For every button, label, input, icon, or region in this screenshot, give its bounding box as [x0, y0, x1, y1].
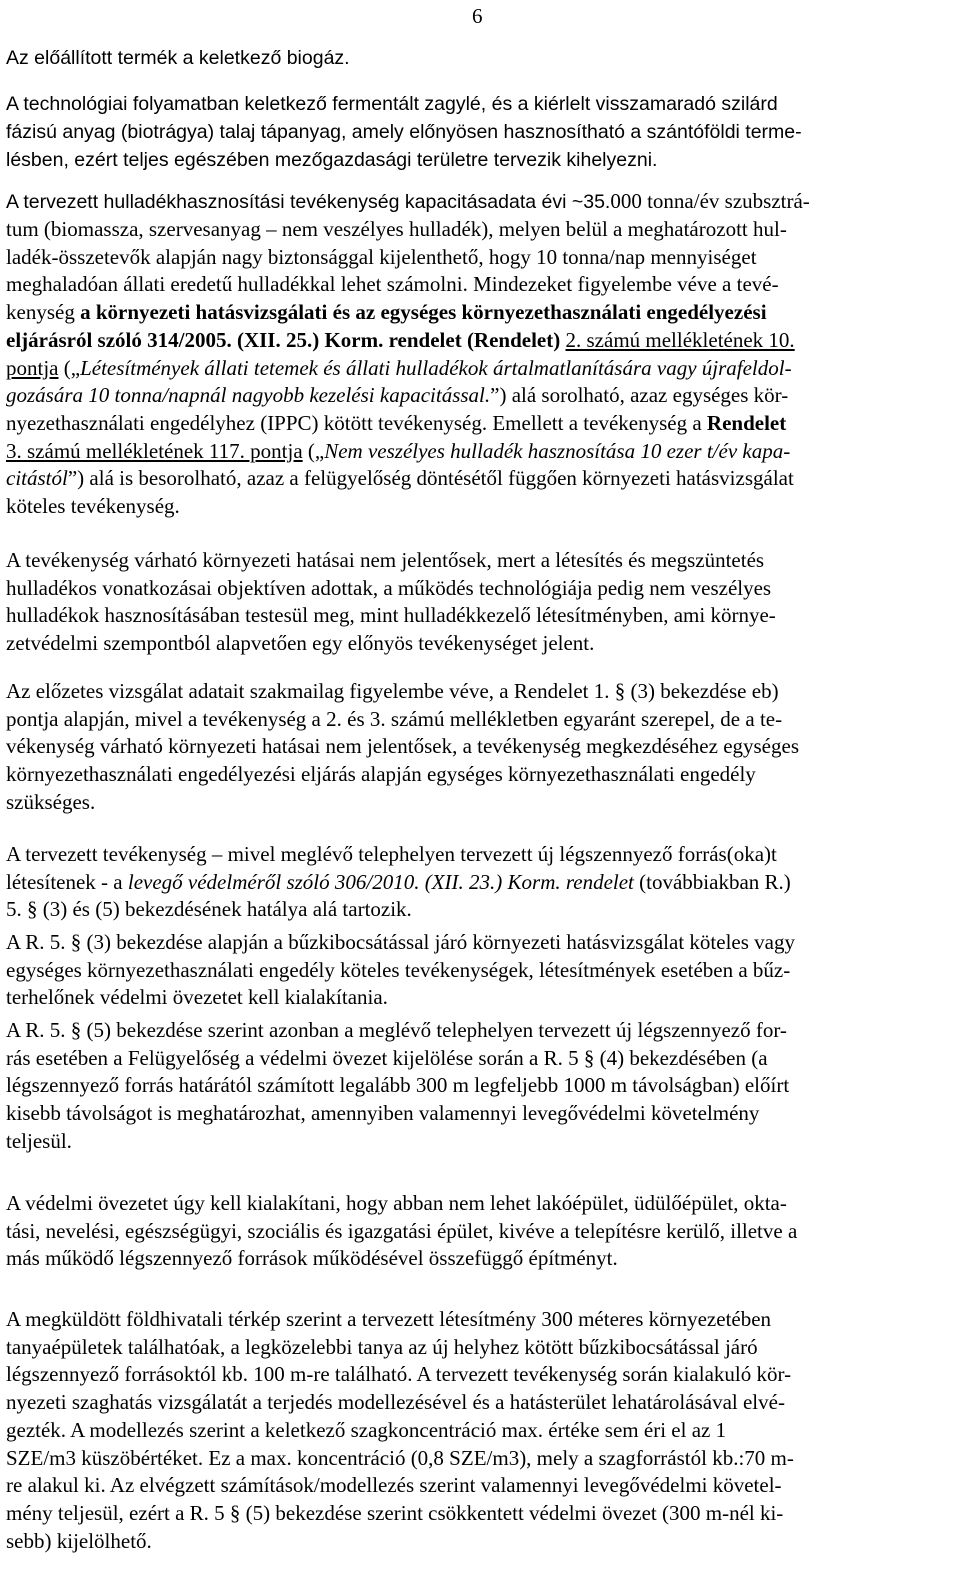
regulation-title-bold: a környezeti hatásvizsgálati és az egységes környezethasználati engedélyezési: [80, 300, 767, 325]
p9-line: A megküldött földhivatali térkép szerint a tervezett létesítmény 300 méteres környezetében: [6, 1307, 772, 1331]
p9-line: re alakul ki. Az elvégzett számítások/modellezés szerint valamennyi levegővédelmi követel-: [6, 1473, 782, 1498]
p3-line: hulladékok hasznosításában testesül meg, mint hulladékkezelő létesítményben, ami környe-: [6, 603, 776, 628]
p1-line: lésben, ezért teljes egészében mezőgazdasági területre tervezik kihelyezni.: [6, 149, 658, 171]
p4-line: környezethasználati engedélyezési eljárás alapján egységes környezethasználati engedély: [6, 762, 756, 787]
annex-quote-italic: Létesítmények állati tetemek és állati hulladékok ártalmatlanítására vagy újrafeldol-: [80, 355, 792, 380]
p7-line: kisebb távolságot is meghatározhat, amennyiben valamennyi levegővédelmi követelmény: [6, 1101, 760, 1126]
p4-line: Az előzetes vizsgálat adatait szakmailag figyelembe véve, a Rendelet 1. § (3) bekezdése eb): [6, 679, 779, 703]
p7-line: teljesül.: [6, 1128, 72, 1153]
p2-line-11: citástól”) alá is besorolható, azaz a felügyelőség döntésétől függően környezeti hatásvizsgálat: [6, 466, 794, 491]
p2-line: tum (biomassza, szervesanyag – nem veszélyes hulladék), melyen belül a meghatározott hul-: [6, 217, 787, 241]
p9-line: gezték. A modellezés szerint a keletkező szagkoncentráció max. értéke sem éri el az 1: [6, 1417, 727, 1442]
p2-line-9: nyezethasználati engedélyhez (IPPC) kötött tevékenység. Emellett a tevékenység a Rendelet: [6, 410, 787, 435]
p2-capacity-text: A tervezett hulladékhasznosítási tevékenység kapacitásadata évi ~35.: [6, 191, 611, 213]
page-number: 6: [472, 4, 483, 28]
p1-line: A technológiai folyamatban keletkező fermentált zagylé, és a kiérlelt visszamaradó szilárd: [6, 93, 778, 115]
p2-capacity-rest: 000 tonna/év szubsztrá-: [610, 189, 810, 213]
p6-line: terhelőnek védelmi övezetet kell kialakítania.: [6, 985, 388, 1010]
p3-line: zetvédelmi szempontból alapvetően egy előnyös tevékenységet jelent.: [6, 631, 595, 656]
p9-line: SZE/m3 küszöbértéket. Ez a max. koncentráció (0,8 SZE/m3), mely a szagforrástól kb.:70 m-: [6, 1445, 794, 1470]
rendelet-bold: Rendelet: [706, 410, 787, 435]
p7-line: légszennyező forrás határától számított legalább 300 m legfeljebb 1000 m távolságban) előírt: [6, 1073, 790, 1098]
p2-line-7: pontja („Létesítmények állati tetemek és állati hulladékok ártalmatlanítására vagy újrafeldol-: [6, 355, 792, 380]
p8-line: más működő légszennyező források működésével összefüggő építményt.: [6, 1246, 618, 1271]
p7-line: A R. 5. § (5) bekezdése szerint azonban a meglévő telephelyen tervezett új légszennyező for-: [6, 1018, 787, 1042]
p9-line: mény teljesül, ezért a R. 5 § (5) bekezdése szerint csökkentett védelmi övezet (300 m-nél ki-: [6, 1500, 784, 1525]
paragraph-7: [6, 1017, 955, 1156]
p8-line: A védelmi övezetet úgy kell kialakítani, hogy abban nem lehet lakóépület, üdülőépület, okta-: [6, 1191, 787, 1215]
p2-line-8: gozására 10 tonna/napnál nagyobb kezelési kapacitással.”) alá sorolható, azaz egységes kör-: [6, 383, 789, 408]
paragraph-5: [6, 841, 955, 924]
p9-line: tanyaépületek találhatóak, a legközelebbi tanya az új helyhez kötött bűzkibocsátással járó: [6, 1334, 758, 1359]
p9-line: légszennyező forrásoktól kb. 100 m-re található. A tervezett tevékenység során kialakuló kör-: [6, 1362, 792, 1387]
p2-line: meghaladóan állati eredetű hulladékkal lehet számolni. Mindezeket figyelembe véve a tevé-: [6, 272, 779, 297]
p2-line-1: [6, 188, 955, 216]
p4-line: szükséges.: [6, 789, 96, 814]
p2-line: ladék-összetevők alapján nagy biztonsággal kijelenthető, hogy 10 tonna/nap mennyiséget: [6, 244, 757, 269]
annex-point-link: pontja: [6, 355, 59, 380]
p8-line: tási, nevelési, egészségügyi, szociális és igazgatási épület, kivéve a telepítésre kerülő, illetve a: [6, 1218, 798, 1243]
annex-117-link: 3. számú mellékletének 117. pontja: [6, 438, 303, 463]
paragraph-9: [6, 1306, 955, 1555]
p4-line: pontja alapján, mivel a tevékenység a 2. és 3. számú mellékletben egyaránt szerepel, de a te-: [6, 706, 783, 731]
p9-line: sebb) kijelölhető.: [6, 1528, 152, 1553]
p5-line-2: létesítenek - a levegő védelméről szóló 306/2010. (XII. 23.) Korm. rendelet (továbbiakban R.): [6, 869, 791, 894]
paragraph-2: [6, 188, 955, 521]
annex-link: 2. számú mellékletének 10.: [565, 327, 795, 352]
paragraph-3: [6, 547, 955, 658]
p3-line: A tevékenység várható környezeti hatásai nem jelentősek, mert a létesítés és megszüntetés: [6, 548, 765, 572]
p6-line: egységes környezethasználati engedély köteles tevékenységek, létesítmények esetében a bűz-: [6, 957, 791, 982]
p4-line: vékenység várható környezeti hatásai nem jelentősek, a tevékenység megkezdéséhez egységes: [6, 734, 799, 759]
paragraph-1: [6, 90, 955, 174]
paragraph-8: [6, 1190, 955, 1273]
p9-line: nyezeti szaghatás vizsgálatát a terjedés modellezésével és a hatásterület lehatárolásával elvé-: [6, 1390, 785, 1415]
paragraph-4: [6, 678, 955, 817]
heading-line: Az előállított termék a keletkező biogáz.: [6, 47, 350, 69]
p7-line: rás esetében a Felügyelőség a védelmi övezet kijelölése során a R. 5 § (4) bekezdésében (a: [6, 1045, 768, 1070]
p3-line: hulladékos vonatkozásai objektíven adottak, a működés technológiája pedig nem veszélyes: [6, 575, 772, 600]
paragraph-6: [6, 929, 955, 1012]
p6-line: A R. 5. § (3) bekezdése alapján a bűzkibocsátással járó környezeti hatásvizsgálat köteles vagy: [6, 930, 795, 954]
p5-line-3: 5. § (3) és (5) bekezdésének hatálya alá tartozik.: [6, 897, 412, 922]
regulation-ref-bold: eljárásról szóló 314/2005. (XII. 25.) Korm. rendelet (Rendelet): [6, 327, 561, 352]
p5-line-1: A tervezett tevékenység – mivel meglévő telephelyen tervezett új légszennyező forrás(oka)t: [6, 842, 777, 866]
p2-line-5: kenység a környezeti hatásvizsgálati és az egységes környezethasználati engedélyezési: [6, 300, 767, 325]
p2-line-12: köteles tevékenység.: [6, 494, 180, 519]
air-protection-regulation-italic: levegő védelméről szóló 306/2010. (XII. 23.) Korm. rendelet: [127, 869, 634, 894]
p2-line-6: [6, 327, 955, 355]
p1-line: fázisú anyag (biotrágya) talaj tápanyag, amely előnyösen hasznosítható a szántóföldi terme-: [6, 121, 802, 143]
p2-line-10: 3. számú mellékletének 117. pontja („Nem veszélyes hulladék hasznosítása 10 ezer t/év kapa-: [6, 438, 791, 463]
